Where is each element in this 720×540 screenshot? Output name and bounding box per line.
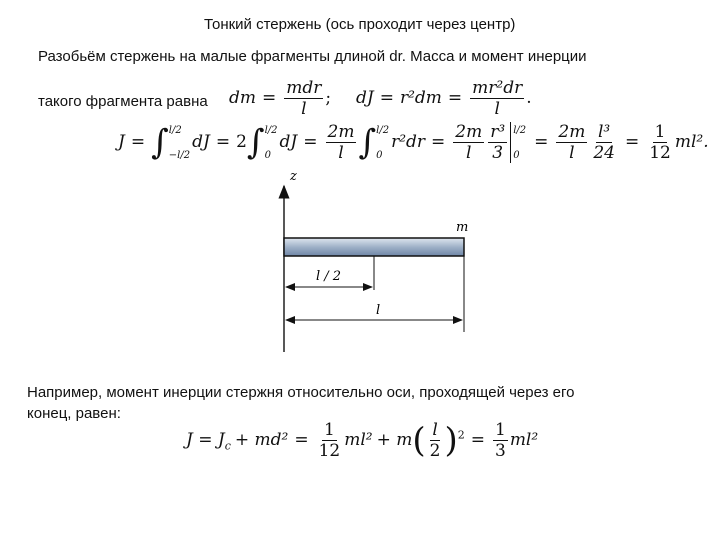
plus-m: + m [376,430,413,450]
frac-1-3: $\frac{1}{3}$ [494,420,506,461]
equals-1: = [294,430,309,450]
dm-denominator: l [301,99,307,119]
integral-1-term: dJ [192,132,210,152]
integral-3-limits: l/2 0 [376,124,390,161]
integral-sign-1: ∫ [151,122,169,163]
slide-title: Тонкий стержень (ось проходит через центр) [204,16,516,33]
integral-2-limits: l/2 0 [264,124,278,161]
ml2-term: ml² [344,430,373,450]
coef-2: 2 [236,132,247,152]
dJ-mid: r²dm [399,88,442,108]
result-ml2: ml². [674,132,709,152]
J-symbol: J [118,132,125,152]
dJ-denominator: l [494,99,500,119]
frac-1-12: $\frac{1}{12}$ [649,122,671,163]
formula-dJ: dJ = r²dm = $\frac{\text{mr²dr}}{l}$ . [356,78,532,119]
integral-3-term: r²dr [391,132,426,152]
frac-l3-24: $\frac{\text{l³}}{24}$ [593,122,615,163]
frac-2m-l-c: $\frac{2m}{l}$ [558,122,586,163]
rod [284,238,464,256]
dJ-numerator: mr²dr [472,78,523,98]
half-length-label: l / 2 [316,269,342,284]
frac-r3-3: $\frac{\text{r³}}{3}$ [488,122,511,163]
full-length-label: l [376,303,381,318]
dm-lhs: dm [229,88,257,108]
formula-J-integral: J = ∫ l/2 −l/2 dJ = 2∫ l/2 0 dJ = $\frac{2m}{l}$ ∫ l/2 0 r²dr = $\frac{2m}{l}$ $\frac{\text{r³}}{3}$ l/2 0 = $\frac{2m}{l}$ $\frac{\text{l³}}{24}$ = $\frac{1}{12}$ ml². [118,122,709,163]
integral-sign-3: ∫ [358,122,377,163]
example-line-2: конец, равен: [27,405,121,422]
frac-2m-l-a: $\frac{2m}{l}$ [327,122,355,163]
intro-line-1: Разобьём стержень на малые фрагменты длиной dr. Масса и момент инерции [38,48,587,65]
frac-2m-l-b: $\frac{2m}{l}$ [455,122,483,163]
Jc-subscript: c [224,439,231,453]
z-axis-label: z [290,169,297,184]
integral-2-term: dJ [279,132,298,152]
md2-term: + md² [234,430,289,450]
J-lhs: J = J [186,430,225,450]
dm-numerator: mdr [286,78,322,98]
formula-parallel-axis: $J = J_c + md^2$ = $\frac{1}{12}$ ml² + m( $\frac{l}{2}$ )$^2$ = $\frac{1}{3}$ ml² [186,420,539,461]
frac-1-12-b: $\frac{1}{12}$ [318,420,341,461]
formula-dm: dm = $\frac{\text{mdr}}{l}$ ; [229,78,332,119]
paren-exponent: 2 [457,428,465,442]
frac-l-2: $\frac{l}{2}$ [429,420,441,461]
ml2-end: ml² [509,430,539,450]
eval-limits: l/2 0 [513,124,527,161]
dJ-lhs: dJ [356,88,374,108]
equals-2: = [470,430,485,450]
mass-label: m [456,220,469,235]
intro-line-2: такого фрагмента равна [38,93,208,110]
integral-1-limits: l/2 −l/2 [168,124,191,161]
integral-sign-2: ∫ [246,122,265,163]
example-line-1: Например, момент инерции стержня относительно оси, проходящей через его [27,384,575,401]
